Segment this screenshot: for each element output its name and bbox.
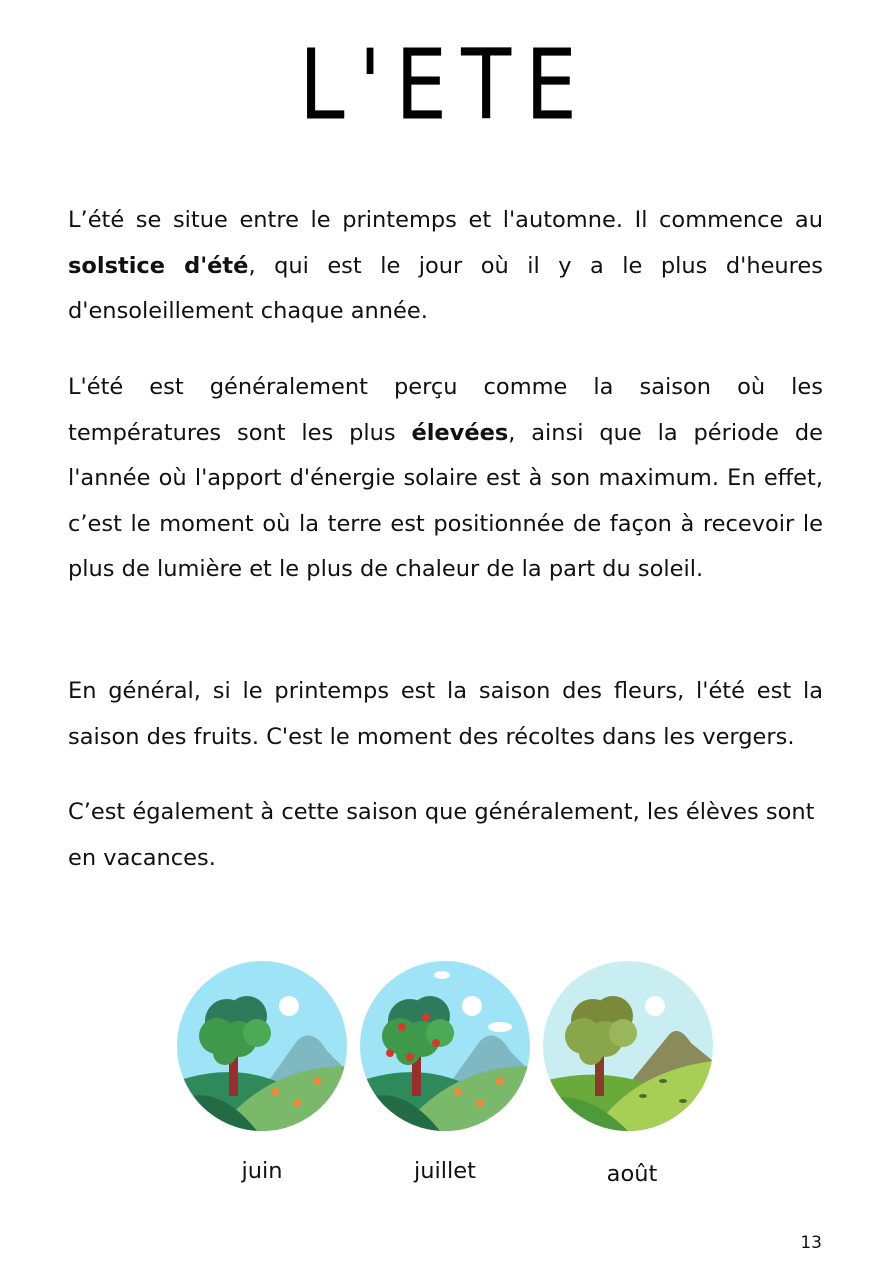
page-title: L'ETE (299, 30, 591, 143)
month-label-aout: août (606, 1161, 658, 1187)
july-tree-illustration (360, 961, 530, 1131)
paragraph-temperature: L'été est généralement perçu comme la saison où les températures sont les plus élevées, ainsi que la période de l'année où l'apport d'énergie solaire est à son maximum. En effet, c’est le moment où la terre est positionnée de façon à recevoir le plus de lumière et le plus de chaleur de la part du soleil. (68, 374, 823, 583)
month-label-juin: juin (241, 1158, 283, 1184)
page-number: 13 (800, 1233, 822, 1253)
june-tree-illustration (177, 961, 347, 1131)
month-label-juillet: juillet (414, 1158, 476, 1184)
bold-term-elevees: élevées (411, 419, 509, 446)
paragraph-fruits: En général, si le printemps est la saison des fleurs, l'été est la saison des fruits. C'est le moment des récoltes dans les vergers. (68, 678, 823, 750)
bold-term-solstice: solstice d'été (68, 252, 249, 279)
paragraph-vacances: C’est également à cette saison que généralement, les élèves sont en vacances. (68, 799, 815, 871)
august-tree-illustration (543, 961, 713, 1131)
paragraph-intro: L’été se situe entre le printemps et l'automne. Il commence au solstice d'été, qui est le jour où il y a le plus d'heures d'ensoleillement chaque année. (68, 207, 823, 325)
